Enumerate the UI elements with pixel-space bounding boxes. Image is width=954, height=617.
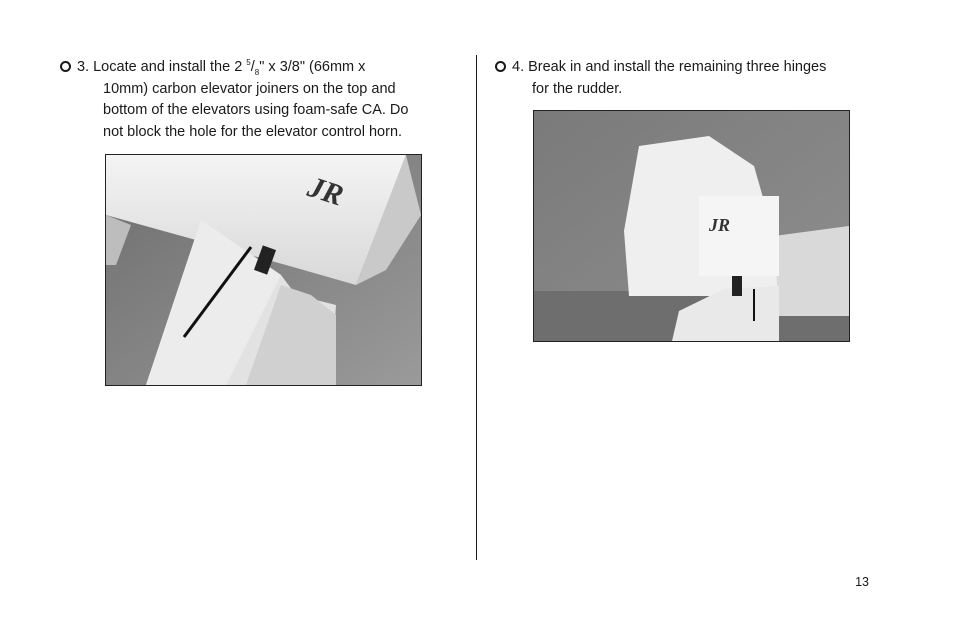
elevator-joiner-photo <box>105 154 422 386</box>
step-4-instruction <box>495 57 826 100</box>
step-3-line-3: bottom of the elevators using foam-safe CA. Do <box>103 102 409 118</box>
step-3-instruction <box>60 57 408 143</box>
jr-logo-small: JR <box>709 215 731 235</box>
step-3-line-2: 10mm) carbon elevator joiners on the top and <box>103 80 396 97</box>
step-4-line-2: for the rudder. <box>532 80 623 97</box>
jr-logo: JR <box>303 170 348 213</box>
rudder-hinge-photo <box>533 110 850 342</box>
step-4-line-1: 4. Break in and install the remaining three hinges <box>512 59 827 75</box>
fraction: $^5/_8$ <box>246 58 260 77</box>
page-number: 13 <box>855 575 869 589</box>
column-divider <box>476 55 477 560</box>
step-3-line-4: not block the hole for the elevator control horn. <box>103 123 403 140</box>
checkbox-icon[interactable] <box>60 61 71 72</box>
step-3-text-pre: 3. Locate and install the 2 <box>77 59 247 75</box>
checkbox-icon[interactable] <box>495 61 506 72</box>
step-3-text-post: " x 3/8" (66mm x <box>259 59 366 75</box>
